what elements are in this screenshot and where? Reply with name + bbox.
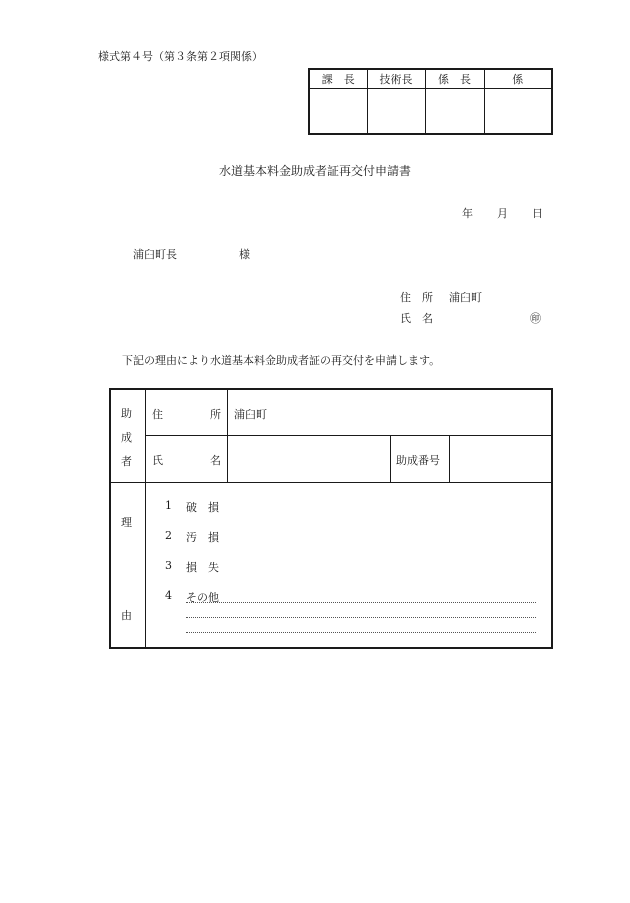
other-reason-line-2[interactable]	[186, 617, 536, 618]
approval-header-subsection-chief: 係 長	[425, 69, 484, 89]
recipient-section-divider	[111, 482, 551, 483]
reason-1-text[interactable]: 破 損	[186, 501, 219, 514]
approval-stamp-cell[interactable]	[484, 89, 552, 135]
field-label-divider	[227, 390, 228, 482]
reason-4-number: 4	[165, 589, 172, 602]
address-name-divider	[145, 435, 551, 436]
approval-stamp-cell[interactable]	[425, 89, 484, 135]
approval-header-technical-chief: 技術長	[367, 69, 425, 89]
addressee-honorific: 様	[239, 248, 250, 261]
approval-header-staff: 係	[484, 69, 552, 89]
applicant-name-label: 氏 名	[400, 312, 433, 325]
form-number: 様式第４号（第３条第２項関係）	[98, 50, 263, 63]
applicant-address-label: 住 所	[400, 291, 433, 304]
recipient-label-char-3: 者	[121, 455, 132, 468]
reason-label-char-1: 理	[121, 516, 132, 529]
reason-label-char-2: 由	[121, 609, 132, 622]
date-year-label: 年	[462, 207, 473, 220]
date-month-label: 月	[497, 207, 508, 220]
label-column-divider	[145, 390, 146, 647]
reason-2-text[interactable]: 汚 損	[186, 531, 219, 544]
other-reason-line-1[interactable]	[186, 602, 536, 603]
form-name-label-2: 名	[210, 454, 221, 467]
form-name-field[interactable]	[229, 437, 389, 481]
document-title: 水道基本料金助成者証再交付申請書	[218, 164, 411, 178]
recipient-label-char-1: 助	[121, 407, 132, 420]
reason-2-number: 2	[165, 529, 172, 542]
reason-4-text[interactable]: その他	[186, 591, 219, 604]
form-address-value[interactable]: 浦臼町	[234, 408, 267, 421]
request-statement: 下記の理由により水道基本料金助成者証の再交付を申請します。	[122, 354, 441, 367]
applicant-address-value[interactable]: 浦臼町	[449, 291, 482, 304]
approval-header-section-chief: 課 長	[309, 69, 367, 89]
number-label-right-divider	[449, 435, 450, 482]
reason-3-text[interactable]: 損 失	[186, 561, 219, 574]
recipient-label-char-2: 成	[121, 431, 132, 444]
addressee-name: 浦臼町長	[133, 248, 177, 261]
number-label-left-divider	[390, 435, 391, 482]
seal-mark: ㊞	[530, 312, 541, 325]
approval-stamp-cell[interactable]	[367, 89, 425, 135]
recipient-number-label: 助成番号	[396, 454, 440, 467]
application-form-table	[109, 388, 553, 649]
other-reason-line-3[interactable]	[186, 632, 536, 633]
date-day-label: 日	[532, 207, 543, 220]
approval-stamp-cell[interactable]	[309, 89, 367, 135]
form-name-label-1: 氏	[152, 454, 163, 467]
form-address-label-2: 所	[210, 408, 221, 421]
reason-3-number: 3	[165, 559, 172, 572]
approval-stamp-table	[308, 68, 553, 135]
reason-1-number: 1	[165, 499, 172, 512]
recipient-number-field[interactable]	[451, 437, 550, 481]
form-address-label-1: 住	[152, 408, 163, 421]
